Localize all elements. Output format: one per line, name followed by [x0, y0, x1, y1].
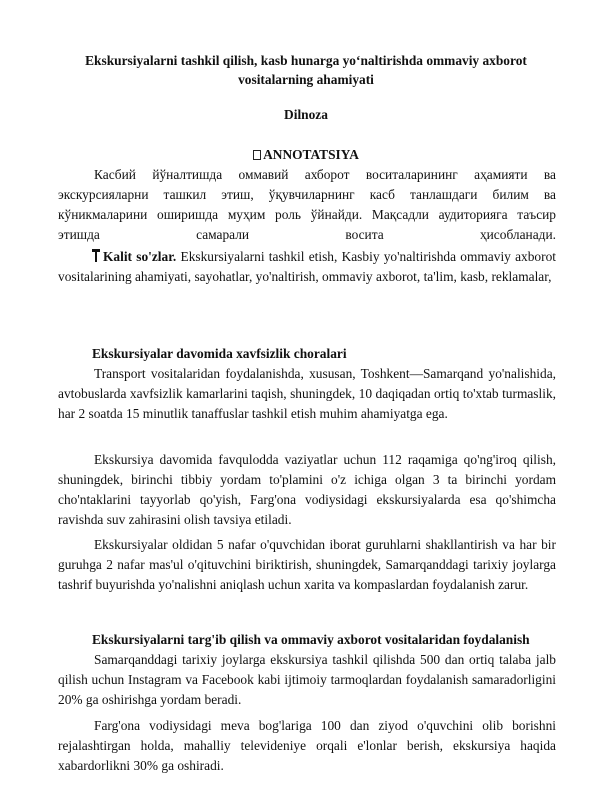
section-safety-paragraph-3: Ekskursiyalar oldidan 5 nafar o'quvchidan iborat guruhlarni shakllantirish va har bir guruhga 2 nafar mas'ul o'qituvchini biriktirish, shuningdek, Samarqanddagi tarixiy joylarga tashrif buyurishda yo'nalishni aniqlash uchun xarita va kompaslardan foydalanish zarur. [58, 537, 556, 592]
keywords-label: Kalit so'zlar. [103, 249, 177, 264]
section-promotion-paragraph-2: Farg'ona vodiysidagi meva bog'lariga 100 dan ziyod o'quvchini olib borishni rejalashtirgan holda, mahalliy televideniye orqali e'lonlar berish, ekskursiya haqida xabardorlikni 30% ga oshiradi. [58, 718, 556, 773]
key-icon [92, 249, 100, 263]
section-promotion-paragraph-1: Samarqanddagi tarixiy joylarga ekskursiya tashkil qilishda 500 dan ortiq talaba jalb qilish uchun Instagram va Facebook kabi ijtimoiy tarmoqlardan foydalanish samaradorligini 20% ga oshirishga yordam beradi. [58, 652, 556, 707]
keywords-text: Ekskursiyalarni tashkil etish, Kasbiy yo'naltirishda ommaviy axborot vositalarining ahamiyati, sayohatlar, yo'naltirish, ommaviy axborot, ta'lim, kasb, reklamalar, [58, 249, 556, 284]
missing-glyph-icon [253, 150, 261, 160]
paper-author: Dilnoza [284, 107, 328, 122]
keywords-paragraph [58, 247, 556, 287]
section-heading-safety: Ekskursiyalar davomida xavfsizlik choralari [92, 346, 347, 361]
annotation-heading-text: ANNOTATSIYA [263, 147, 359, 162]
annotation-heading [0, 145, 612, 164]
section-safety-paragraph-1: Transport vositalaridan foydalanishda, xususan, Toshkent—Samarqand yo'nalishida, avtobuslarda xavfsizlik kamarlarini taqish, shuningdek, 10 daqiqadan ortiq to'xtab turmaslik, har 2 soatda 15 minutlik tanaffuslar tashkil etish muhim ahamiyatga ega. [58, 366, 556, 421]
paper-title: Ekskursiyalarni tashkil qilish, kasb hunarga yo‘naltirishda ommaviy axborot vositalarning ahamiyati [85, 53, 527, 87]
section-safety-paragraph-2: Ekskursiya davomida favqulodda vaziyatlar uchun 112 raqamiga qo'ng'iroq qilish, shuningdek, birinchi tibbiy yordam to'plamini o'z ichiga olgan 3 ta birinchi yordam cho'ntaklarini tayyorlab qo'yish, Farg'ona vodiysidagi ekskursiyalarda esa qo'shimcha ravishda suv zahirasini olish tavsiya etiladi. [58, 452, 556, 527]
annotation-text: Касбий йўналтишда оммавий ахборот воситаларининг аҳамияти ва экскурсияларни ташкил этиш, ўқувчиларнинг касб танлашдаги билим ва кўникмаларини оширишда муҳим роль ўйнайди. Мақсадли аудиторияга таъсир этишда самарали восита ҳисобланади. [58, 167, 556, 242]
section-heading-promotion: Ekskursiyalarni targ'ib qilish va ommaviy axborot vositalaridan foydalanish [92, 632, 530, 647]
